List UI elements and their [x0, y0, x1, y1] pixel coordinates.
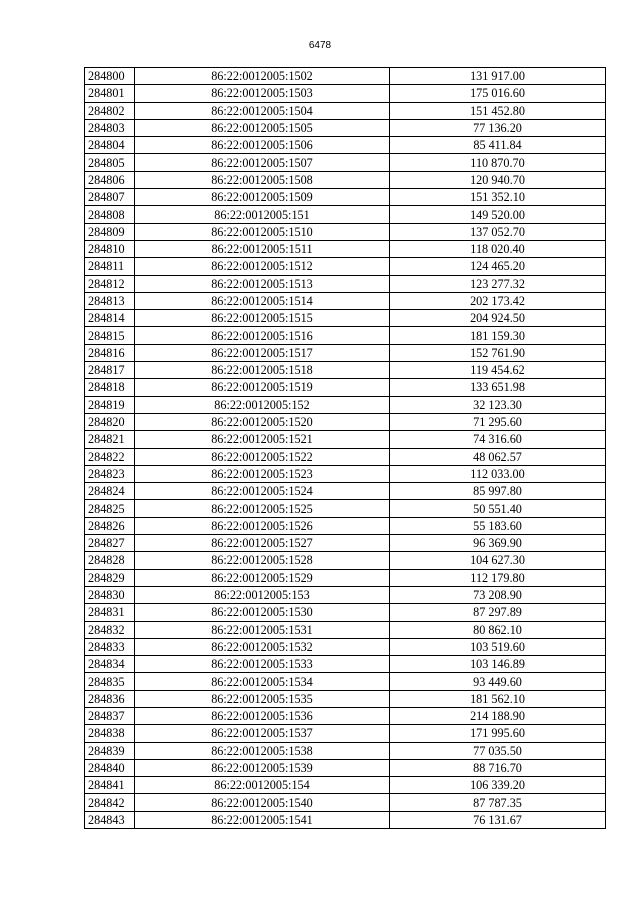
table-row: [85, 310, 606, 327]
cadastral-value-cell: 120 940.70: [390, 171, 606, 188]
cadastral-number-cell: 86:22:0012005:1529: [135, 569, 390, 586]
page-number: 6478: [308, 40, 332, 51]
table-row: [85, 517, 606, 534]
table-row: [85, 690, 606, 707]
cadastral-number-cell: 86:22:0012005:1536: [135, 707, 390, 724]
table-row: [85, 206, 606, 223]
cadastral-number-cell: 86:22:0012005:1533: [135, 656, 390, 673]
cadastral-number-cell: 86:22:0012005:1513: [135, 275, 390, 292]
cadastral-number-cell: 86:22:0012005:1530: [135, 604, 390, 621]
table-row: [85, 275, 606, 292]
table-row: [85, 68, 606, 85]
cadastral-number-cell: 86:22:0012005:1540: [135, 794, 390, 811]
cadastral-value-cell: 112 179.80: [390, 569, 606, 586]
row-number-cell: 284815: [85, 327, 135, 344]
cadastral-value-cell: 112 033.00: [390, 465, 606, 482]
cadastral-value-cell: 77 035.50: [390, 742, 606, 759]
cadastral-number-cell: 86:22:0012005:1510: [135, 223, 390, 240]
row-number-cell: 284837: [85, 707, 135, 724]
cadastral-number-cell: 86:22:0012005:1504: [135, 102, 390, 119]
cadastral-number-cell: 86:22:0012005:1507: [135, 154, 390, 171]
cadastral-value-cell: 93 449.60: [390, 673, 606, 690]
table-row: [85, 240, 606, 257]
table-row: [85, 171, 606, 188]
cadastral-number-cell: 86:22:0012005:1538: [135, 742, 390, 759]
row-number-cell: 284841: [85, 777, 135, 794]
row-number-cell: 284810: [85, 240, 135, 257]
cadastral-value-cell: 74 316.60: [390, 431, 606, 448]
cadastral-number-cell: 86:22:0012005:1523: [135, 465, 390, 482]
cadastral-value-cell: 103 519.60: [390, 638, 606, 655]
cadastral-number-cell: 86:22:0012005:1509: [135, 189, 390, 206]
cadastral-number-cell: 86:22:0012005:1535: [135, 690, 390, 707]
cadastral-value-cell: 152 761.90: [390, 344, 606, 361]
cadastral-number-cell: 86:22:0012005:1528: [135, 552, 390, 569]
table-row: [85, 707, 606, 724]
cadastral-value-cell: 118 020.40: [390, 240, 606, 257]
cadastral-value-cell: 204 924.50: [390, 310, 606, 327]
table-row: [85, 379, 606, 396]
table-row: [85, 154, 606, 171]
cadastral-number-cell: 86:22:0012005:1537: [135, 725, 390, 742]
table-row: [85, 431, 606, 448]
cadastral-value-table: [84, 67, 606, 829]
table-row: [85, 448, 606, 465]
row-number-cell: 284817: [85, 362, 135, 379]
table-row: [85, 483, 606, 500]
cadastral-value-cell: 202 173.42: [390, 292, 606, 309]
table-row: [85, 396, 606, 413]
cadastral-value-cell: 171 995.60: [390, 725, 606, 742]
cadastral-value-cell: 73 208.90: [390, 586, 606, 603]
cadastral-number-cell: 86:22:0012005:1503: [135, 85, 390, 102]
cadastral-value-cell: 175 016.60: [390, 85, 606, 102]
cadastral-number-cell: 86:22:0012005:1512: [135, 258, 390, 275]
cadastral-number-cell: 86:22:0012005:151: [135, 206, 390, 223]
cadastral-value-cell: 214 188.90: [390, 707, 606, 724]
cadastral-value-cell: 48 062.57: [390, 448, 606, 465]
table-row: [85, 102, 606, 119]
cadastral-number-cell: 86:22:0012005:1519: [135, 379, 390, 396]
row-number-cell: 284824: [85, 483, 135, 500]
cadastral-value-cell: 76 131.67: [390, 811, 606, 828]
table-row: [85, 223, 606, 240]
cadastral-value-cell: 32 123.30: [390, 396, 606, 413]
row-number-cell: 284842: [85, 794, 135, 811]
table-row: [85, 811, 606, 828]
row-number-cell: 284813: [85, 292, 135, 309]
table-row: [85, 552, 606, 569]
table-row: [85, 777, 606, 794]
cadastral-number-cell: 86:22:0012005:1505: [135, 119, 390, 136]
row-number-cell: 284803: [85, 119, 135, 136]
row-number-cell: 284827: [85, 535, 135, 552]
table-row: [85, 794, 606, 811]
table-row: [85, 327, 606, 344]
table-row: [85, 725, 606, 742]
cadastral-number-cell: 86:22:0012005:1506: [135, 137, 390, 154]
cadastral-value-cell: 103 146.89: [390, 656, 606, 673]
cadastral-number-cell: 86:22:0012005:1521: [135, 431, 390, 448]
cadastral-value-cell: 124 465.20: [390, 258, 606, 275]
cadastral-value-cell: 181 159.30: [390, 327, 606, 344]
table-row: [85, 362, 606, 379]
row-number-cell: 284800: [85, 68, 135, 85]
table-row: [85, 569, 606, 586]
cadastral-value-cell: 85 411.84: [390, 137, 606, 154]
cadastral-value-cell: 87 787.35: [390, 794, 606, 811]
row-number-cell: 284826: [85, 517, 135, 534]
cadastral-number-cell: 86:22:0012005:1531: [135, 621, 390, 638]
table-row: [85, 621, 606, 638]
cadastral-number-cell: 86:22:0012005:1520: [135, 413, 390, 430]
cadastral-value-cell: 71 295.60: [390, 413, 606, 430]
row-number-cell: 284809: [85, 223, 135, 240]
cadastral-number-cell: 86:22:0012005:1515: [135, 310, 390, 327]
row-number-cell: 284828: [85, 552, 135, 569]
cadastral-value-cell: 119 454.62: [390, 362, 606, 379]
cadastral-number-cell: 86:22:0012005:154: [135, 777, 390, 794]
cadastral-value-cell: 55 183.60: [390, 517, 606, 534]
cadastral-value-cell: 151 352.10: [390, 189, 606, 206]
row-number-cell: 284831: [85, 604, 135, 621]
table-row: [85, 137, 606, 154]
row-number-cell: 284832: [85, 621, 135, 638]
table-row: [85, 258, 606, 275]
cadastral-value-cell: 96 369.90: [390, 535, 606, 552]
row-number-cell: 284811: [85, 258, 135, 275]
row-number-cell: 284830: [85, 586, 135, 603]
table-row: [85, 119, 606, 136]
table-row: [85, 344, 606, 361]
row-number-cell: 284805: [85, 154, 135, 171]
cadastral-number-cell: 86:22:0012005:1511: [135, 240, 390, 257]
cadastral-value-cell: 110 870.70: [390, 154, 606, 171]
cadastral-value-cell: 123 277.32: [390, 275, 606, 292]
table-row: [85, 638, 606, 655]
row-number-cell: 284807: [85, 189, 135, 206]
row-number-cell: 284843: [85, 811, 135, 828]
row-number-cell: 284833: [85, 638, 135, 655]
cadastral-number-cell: 86:22:0012005:1539: [135, 759, 390, 776]
row-number-cell: 284823: [85, 465, 135, 482]
table-body: [85, 68, 606, 829]
table-row: [85, 656, 606, 673]
cadastral-number-cell: 86:22:0012005:152: [135, 396, 390, 413]
cadastral-number-cell: 86:22:0012005:153: [135, 586, 390, 603]
cadastral-number-cell: 86:22:0012005:1525: [135, 500, 390, 517]
row-number-cell: 284829: [85, 569, 135, 586]
cadastral-number-cell: 86:22:0012005:1532: [135, 638, 390, 655]
row-number-cell: 284808: [85, 206, 135, 223]
table-row: [85, 586, 606, 603]
cadastral-value-cell: 50 551.40: [390, 500, 606, 517]
cadastral-value-cell: 88 716.70: [390, 759, 606, 776]
cadastral-number-cell: 86:22:0012005:1524: [135, 483, 390, 500]
cadastral-value-cell: 80 862.10: [390, 621, 606, 638]
row-number-cell: 284836: [85, 690, 135, 707]
cadastral-number-cell: 86:22:0012005:1541: [135, 811, 390, 828]
row-number-cell: 284839: [85, 742, 135, 759]
cadastral-number-cell: 86:22:0012005:1518: [135, 362, 390, 379]
cadastral-number-cell: 86:22:0012005:1514: [135, 292, 390, 309]
cadastral-value-cell: 131 917.00: [390, 68, 606, 85]
row-number-cell: 284820: [85, 413, 135, 430]
row-number-cell: 284814: [85, 310, 135, 327]
row-number-cell: 284812: [85, 275, 135, 292]
cadastral-value-cell: 104 627.30: [390, 552, 606, 569]
row-number-cell: 284821: [85, 431, 135, 448]
cadastral-value-cell: 87 297.89: [390, 604, 606, 621]
table-row: [85, 413, 606, 430]
cadastral-number-cell: 86:22:0012005:1516: [135, 327, 390, 344]
cadastral-number-cell: 86:22:0012005:1517: [135, 344, 390, 361]
row-number-cell: 284822: [85, 448, 135, 465]
row-number-cell: 284825: [85, 500, 135, 517]
row-number-cell: 284819: [85, 396, 135, 413]
row-number-cell: 284834: [85, 656, 135, 673]
table-row: [85, 292, 606, 309]
cadastral-number-cell: 86:22:0012005:1527: [135, 535, 390, 552]
cadastral-value-cell: 137 052.70: [390, 223, 606, 240]
row-number-cell: 284802: [85, 102, 135, 119]
cadastral-number-cell: 86:22:0012005:1502: [135, 68, 390, 85]
table-row: [85, 673, 606, 690]
table-row: [85, 742, 606, 759]
table-row: [85, 85, 606, 102]
row-number-cell: 284801: [85, 85, 135, 102]
cadastral-value-cell: 85 997.80: [390, 483, 606, 500]
cadastral-value-cell: 149 520.00: [390, 206, 606, 223]
table-row: [85, 535, 606, 552]
table-row: [85, 465, 606, 482]
cadastral-value-cell: 181 562.10: [390, 690, 606, 707]
table-row: [85, 759, 606, 776]
row-number-cell: 284816: [85, 344, 135, 361]
row-number-cell: 284804: [85, 137, 135, 154]
row-number-cell: 284806: [85, 171, 135, 188]
cadastral-value-cell: 151 452.80: [390, 102, 606, 119]
table-row: [85, 189, 606, 206]
cadastral-number-cell: 86:22:0012005:1522: [135, 448, 390, 465]
row-number-cell: 284838: [85, 725, 135, 742]
cadastral-number-cell: 86:22:0012005:1526: [135, 517, 390, 534]
cadastral-value-cell: 77 136.20: [390, 119, 606, 136]
row-number-cell: 284835: [85, 673, 135, 690]
table-row: [85, 500, 606, 517]
cadastral-value-cell: 133 651.98: [390, 379, 606, 396]
row-number-cell: 284818: [85, 379, 135, 396]
row-number-cell: 284840: [85, 759, 135, 776]
table-row: [85, 604, 606, 621]
cadastral-number-cell: 86:22:0012005:1534: [135, 673, 390, 690]
cadastral-number-cell: 86:22:0012005:1508: [135, 171, 390, 188]
cadastral-value-cell: 106 339.20: [390, 777, 606, 794]
